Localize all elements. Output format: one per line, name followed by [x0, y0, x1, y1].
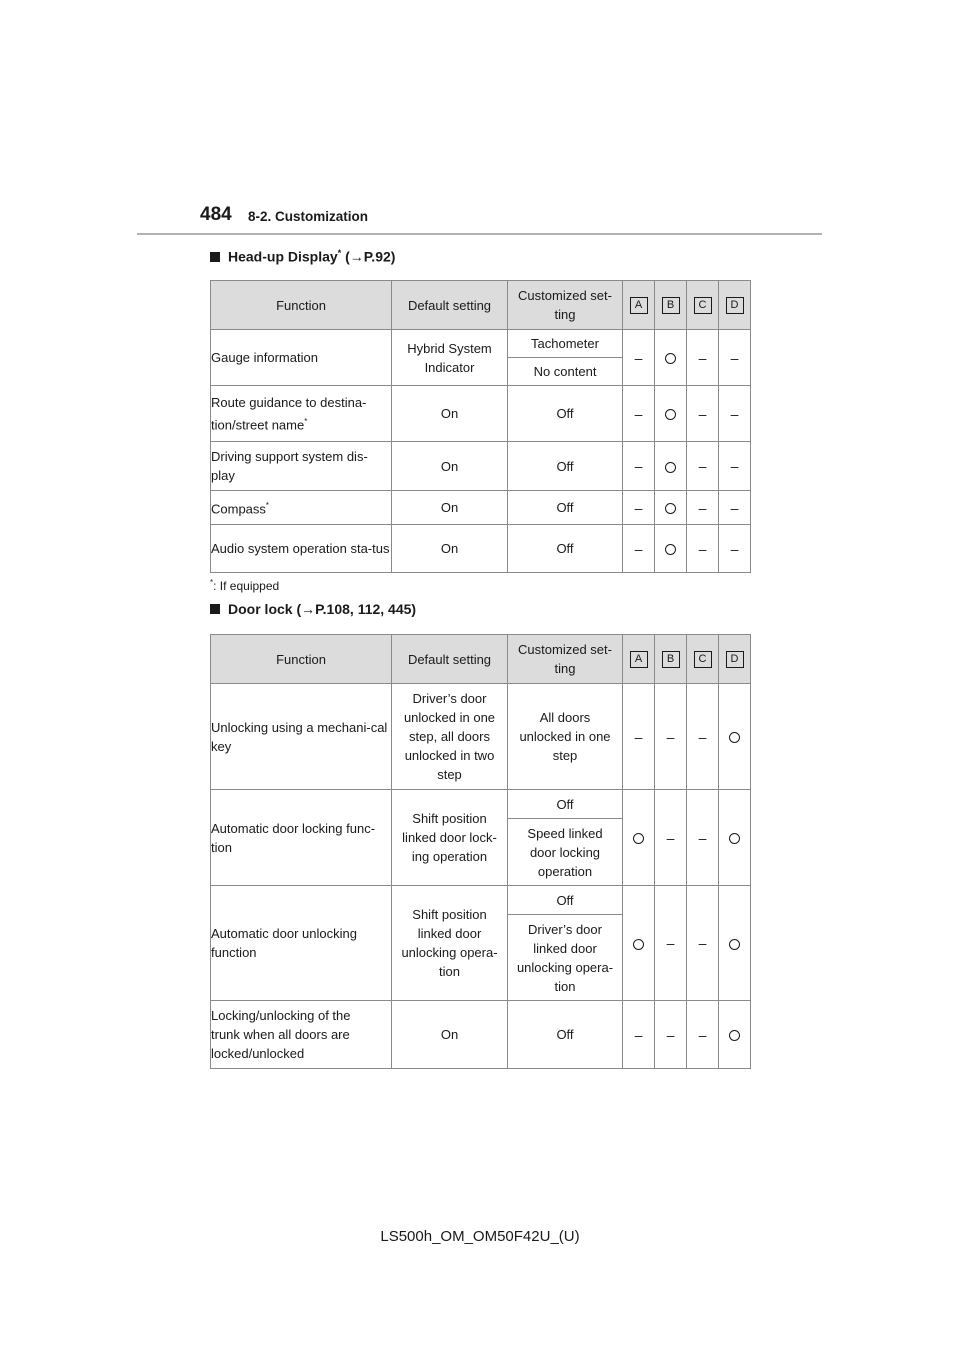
- custom-cell: All doors unlocked in one step: [508, 684, 623, 790]
- function-cell: Unlocking using a mechani-cal key: [211, 684, 392, 790]
- table-row: [211, 491, 751, 525]
- circle-mark-icon: [729, 1030, 740, 1041]
- custom-cell: Driver’s door linked door unlocking opera-tion: [508, 915, 623, 1001]
- mark-b: –: [655, 684, 687, 790]
- table-row: [211, 386, 751, 442]
- function-cell: Locking/unlocking of the trunk when all doors are locked/unlocked: [211, 1001, 392, 1069]
- column-header-customized: Customized set-ting: [508, 635, 623, 684]
- mark-d: [719, 684, 751, 790]
- mark-a: –: [623, 491, 655, 525]
- circle-mark-icon: [665, 503, 676, 514]
- mark-b: [655, 491, 687, 525]
- custom-cell: Off: [508, 491, 623, 525]
- head-up-display-table: [210, 280, 751, 573]
- custom-cell: Tachometer: [508, 330, 623, 358]
- default-cell: On: [392, 442, 508, 491]
- custom-cell: No content: [508, 358, 623, 386]
- mark-b: –: [655, 886, 687, 1001]
- heading-head-up-display: Head-up Display* (→P.92): [210, 248, 395, 265]
- mark-c: –: [687, 442, 719, 491]
- mark-c: –: [687, 790, 719, 886]
- document-footer: LS500h_OM_OM50F42U_(U): [380, 1228, 580, 1245]
- mark-a: –: [623, 386, 655, 442]
- mark-c: –: [687, 886, 719, 1001]
- mark-b: –: [655, 1001, 687, 1069]
- page-header: [200, 204, 820, 230]
- custom-cell: Off: [508, 790, 623, 819]
- mark-d: [719, 790, 751, 886]
- mark-b: [655, 330, 687, 386]
- column-header-b: B: [655, 635, 687, 684]
- table-row: [211, 330, 751, 358]
- function-cell: Automatic door unlocking function: [211, 886, 392, 1001]
- circle-mark-icon: [665, 353, 676, 364]
- circle-mark-icon: [633, 833, 644, 844]
- circle-mark-icon: [729, 833, 740, 844]
- column-header-c: C: [687, 281, 719, 330]
- function-cell: Compass*: [211, 491, 392, 525]
- table-row: [211, 525, 751, 573]
- circle-mark-icon: [665, 409, 676, 420]
- mark-c: –: [687, 491, 719, 525]
- door-lock-table: [210, 634, 751, 1069]
- mark-c: –: [687, 330, 719, 386]
- table-row: [211, 886, 751, 915]
- mark-a: [623, 790, 655, 886]
- function-cell: Driving support system dis-play: [211, 442, 392, 491]
- function-cell: Audio system operation sta-tus: [211, 525, 392, 573]
- circle-mark-icon: [633, 939, 644, 950]
- column-header-function: Function: [211, 281, 392, 330]
- function-cell: Gauge information: [211, 330, 392, 386]
- header-rule: [137, 233, 822, 235]
- mark-d: –: [719, 386, 751, 442]
- circle-mark-icon: [665, 462, 676, 473]
- mark-c: –: [687, 684, 719, 790]
- default-cell: On: [392, 386, 508, 442]
- column-header-default: Default setting: [392, 635, 508, 684]
- column-header-a: A: [623, 635, 655, 684]
- footnote: *: If equipped: [210, 578, 280, 593]
- circle-mark-icon: [729, 732, 740, 743]
- square-bullet-icon: [210, 252, 220, 262]
- mark-a: –: [623, 330, 655, 386]
- column-header-b: B: [655, 281, 687, 330]
- table-row: [211, 442, 751, 491]
- custom-cell: Off: [508, 886, 623, 915]
- function-cell: Route guidance to destina-tion/street name*: [211, 386, 392, 442]
- default-cell: Driver’s door unlocked in one step, all doors unlocked in two step: [392, 684, 508, 790]
- table-header-row: [211, 281, 751, 330]
- default-cell: Shift position linked door unlocking opera-tion: [392, 886, 508, 1001]
- mark-a: –: [623, 525, 655, 573]
- default-cell: Shift position linked door lock-ing operation: [392, 790, 508, 886]
- default-cell: On: [392, 1001, 508, 1069]
- custom-cell: Off: [508, 525, 623, 573]
- table-header-row: [211, 635, 751, 684]
- default-cell: Hybrid System Indicator: [392, 330, 508, 386]
- mark-d: –: [719, 491, 751, 525]
- mark-a: –: [623, 442, 655, 491]
- mark-b: [655, 525, 687, 573]
- custom-cell: Off: [508, 386, 623, 442]
- default-cell: On: [392, 525, 508, 573]
- section-title: 8-2. Customization: [248, 209, 369, 224]
- mark-c: –: [687, 1001, 719, 1069]
- mark-b: [655, 442, 687, 491]
- mark-b: –: [655, 790, 687, 886]
- mark-c: –: [687, 525, 719, 573]
- column-header-customized: Customized set-ting: [508, 281, 623, 330]
- table-row: [211, 1001, 751, 1069]
- mark-a: –: [623, 684, 655, 790]
- page-number: 484: [200, 204, 232, 225]
- heading-door-lock: Door lock (→P.108, 112, 445): [210, 601, 416, 617]
- column-header-default: Default setting: [392, 281, 508, 330]
- table-row: [211, 790, 751, 819]
- table-row: [211, 684, 751, 790]
- custom-cell: Off: [508, 442, 623, 491]
- mark-c: –: [687, 386, 719, 442]
- column-header-d: D: [719, 635, 751, 684]
- default-cell: On: [392, 491, 508, 525]
- column-header-function: Function: [211, 635, 392, 684]
- circle-mark-icon: [665, 544, 676, 555]
- column-header-c: C: [687, 635, 719, 684]
- mark-d: –: [719, 330, 751, 386]
- mark-b: [655, 386, 687, 442]
- mark-d: [719, 1001, 751, 1069]
- circle-mark-icon: [729, 939, 740, 950]
- mark-d: –: [719, 442, 751, 491]
- mark-d: [719, 886, 751, 1001]
- square-bullet-icon: [210, 604, 220, 614]
- column-header-a: A: [623, 281, 655, 330]
- mark-d: –: [719, 525, 751, 573]
- custom-cell: Off: [508, 1001, 623, 1069]
- custom-cell: Speed linked door locking operation: [508, 819, 623, 886]
- mark-a: –: [623, 1001, 655, 1069]
- function-cell: Automatic door locking func-tion: [211, 790, 392, 886]
- column-header-d: D: [719, 281, 751, 330]
- mark-a: [623, 886, 655, 1001]
